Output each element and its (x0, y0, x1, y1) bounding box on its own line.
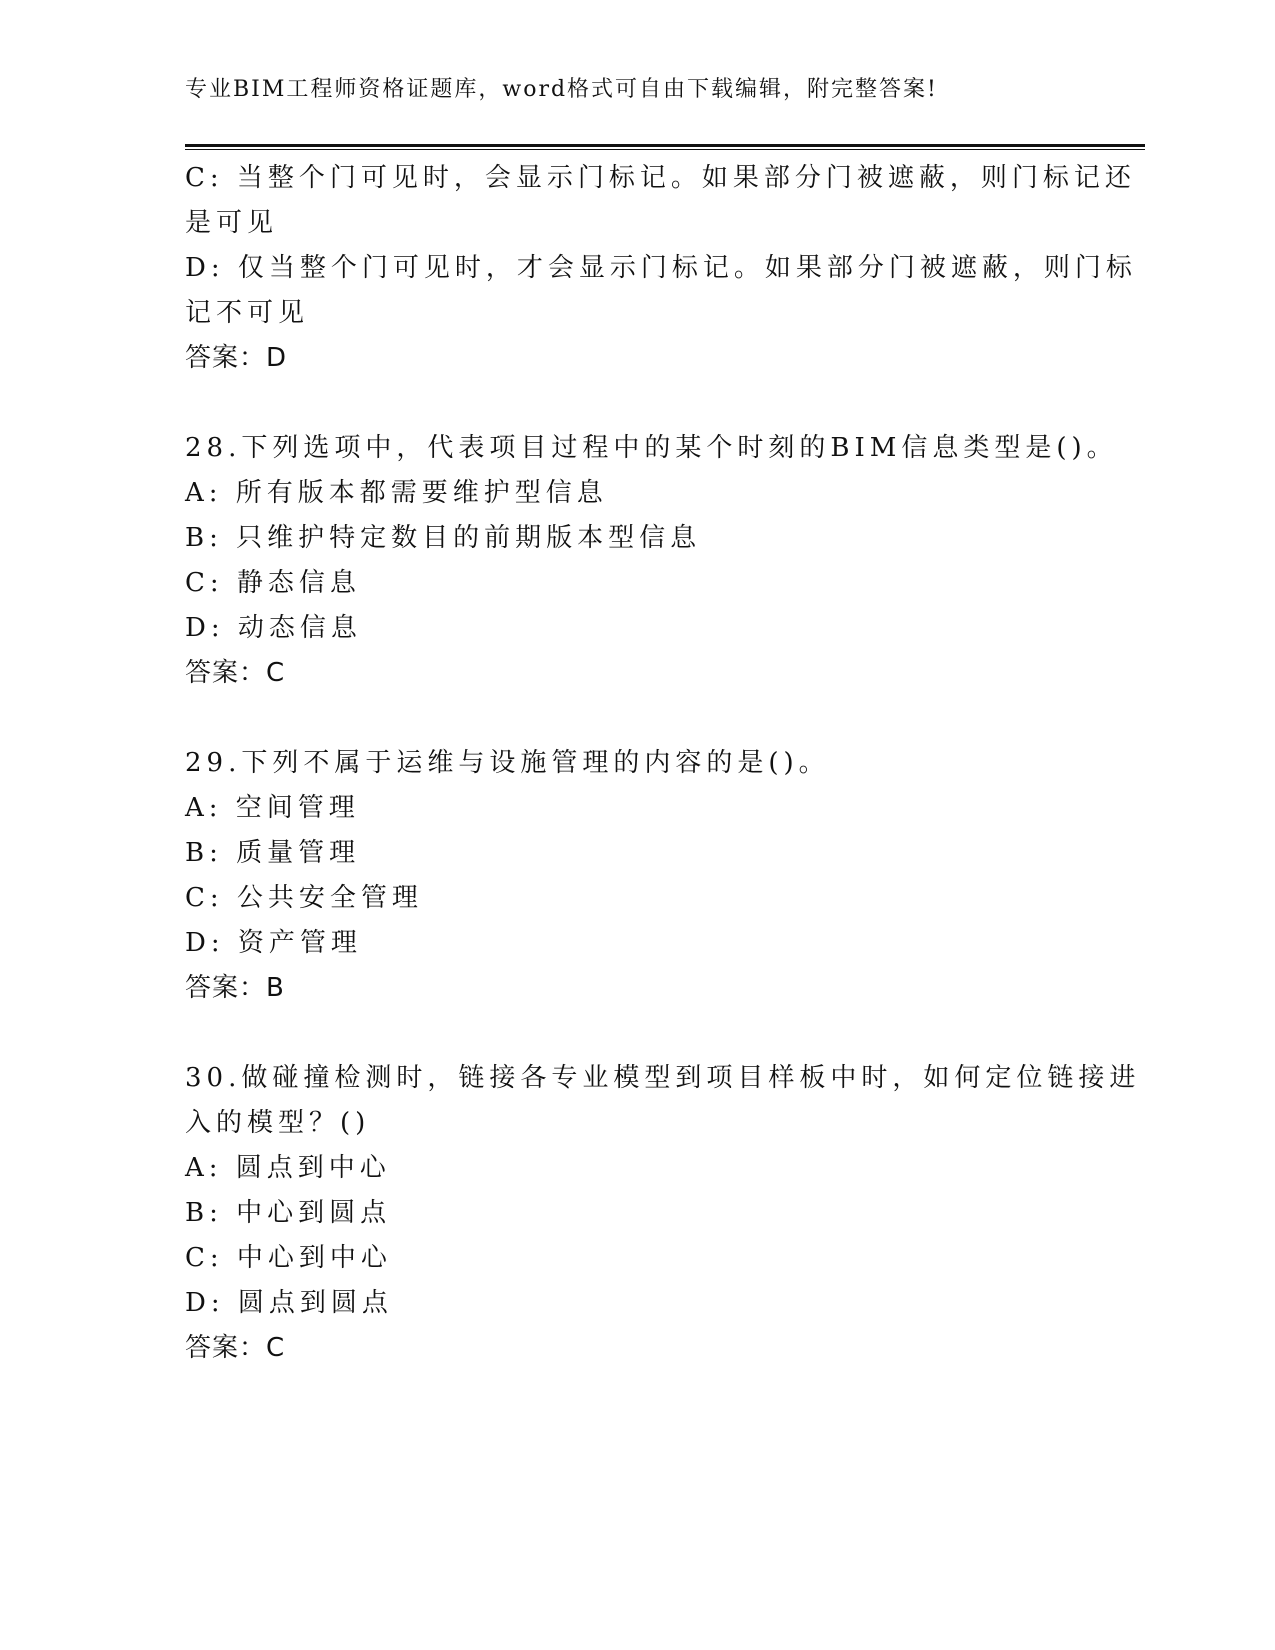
question-29-option-b: B: 质量管理 (185, 838, 361, 868)
question-28-option-b: B: 只维护特定数目的前期版本型信息 (185, 523, 702, 553)
option-d-line-1: D: 仅当整个门可见时，才会显示门标记。如果部分门被遮蔽，则门标 (185, 253, 1137, 283)
question-30-option-d: D: 圆点到圆点 (185, 1288, 393, 1318)
question-30-option-c: C: 中心到中心 (185, 1243, 392, 1273)
question-30 (185, 1056, 1141, 1371)
question-27-continued (185, 156, 1137, 381)
question-30-option-b: B: 中心到圆点 (185, 1198, 392, 1228)
question-28 (185, 426, 1118, 696)
question-28-option-d: D: 动态信息 (185, 613, 362, 643)
header-rule (185, 144, 1145, 150)
question-28-stem: 28.下列选项中，代表项目过程中的某个时刻的BIM信息类型是()。 (185, 433, 1118, 463)
document-body (185, 156, 1141, 1371)
question-30-option-a: A: 圆点到中心 (185, 1153, 391, 1183)
question-29-option-c: C: 公共安全管理 (185, 883, 423, 913)
option-c-line-2: 是可见 (185, 208, 279, 238)
answer-30: 答案：C (185, 1333, 286, 1363)
answer-28: 答案：C (185, 658, 286, 688)
question-29-option-d: D: 资产管理 (185, 928, 362, 958)
page-header: 专业BIM工程师资格证题库，word格式可自由下载编辑，附完整答案! (185, 77, 938, 102)
question-28-option-c: C: 静态信息 (185, 568, 361, 598)
question-28-option-a: A: 所有版本都需要维护型信息 (185, 478, 608, 508)
answer-29: 答案：B (185, 973, 285, 1003)
question-29 (185, 741, 1085, 1011)
question-30-stem-line-1: 30.做碰撞检测时，链接各专业模型到项目样板中时，如何定位链接进 (185, 1063, 1141, 1093)
question-29-option-a: A: 空间管理 (185, 793, 360, 823)
option-c-line-1: C: 当整个门可见时，会显示门标记。如果部分门被遮蔽，则门标记还 (185, 163, 1136, 193)
question-29-stem: 29.下列不属于运维与设施管理的内容的是()。 (185, 748, 830, 778)
question-30-stem-line-2: 入的模型？() (185, 1108, 371, 1138)
answer-27: 答案：D (185, 343, 288, 373)
option-d-line-2: 记不可见 (185, 298, 310, 328)
